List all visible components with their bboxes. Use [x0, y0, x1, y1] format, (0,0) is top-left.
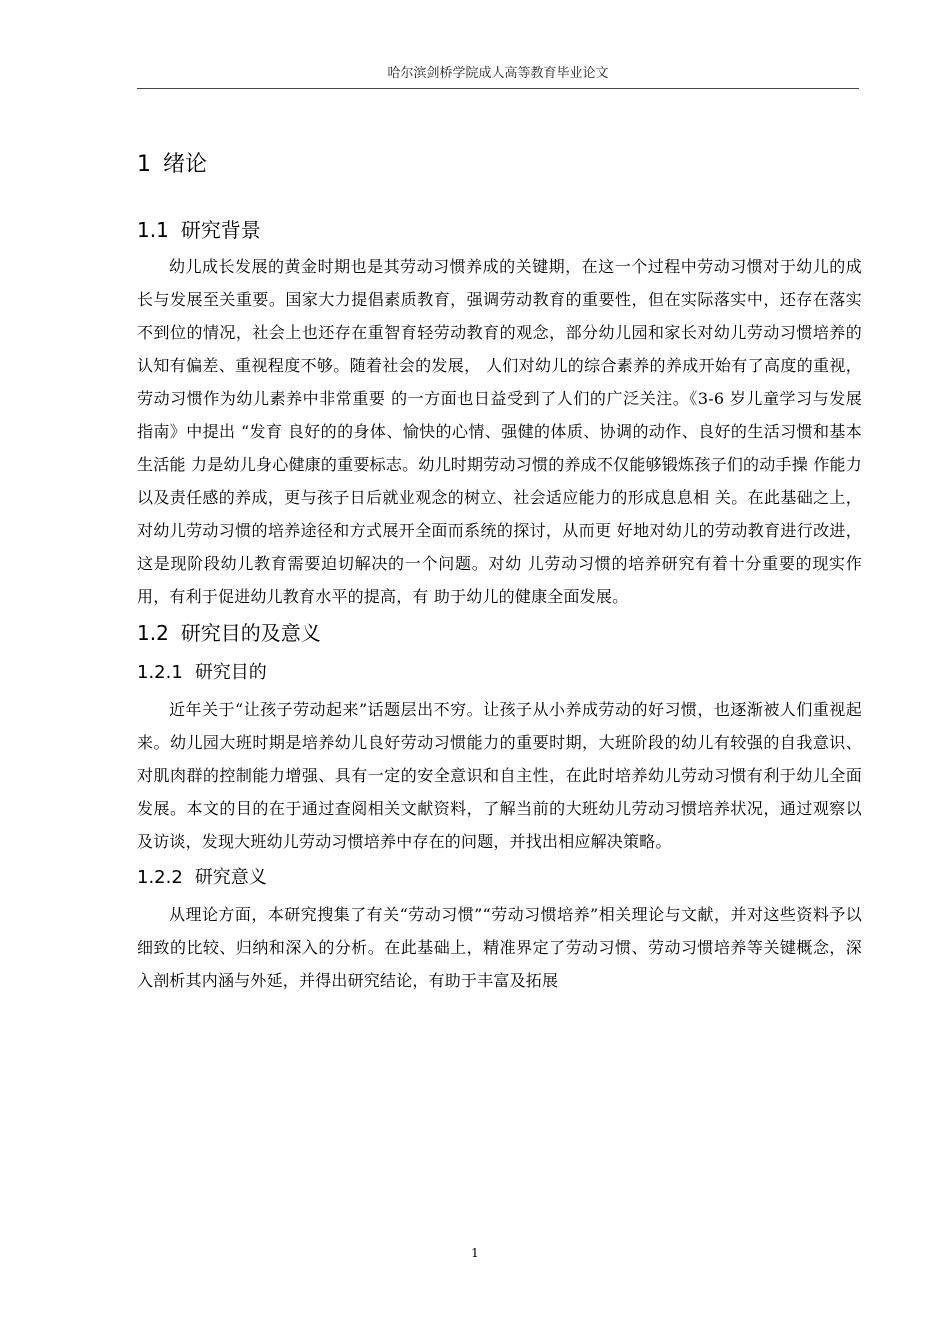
- section-title: 研究背景: [180, 218, 261, 242]
- subsection-number: 1.2.1: [137, 662, 183, 683]
- section-heading-background: [137, 210, 862, 250]
- objective-paragraph: 近年关于“让孩子劳动起来”话题层出不穷。让孩子从小养成劳动的好习惯，也逐渐被人们重视起来。幼儿园大班时期是培养幼儿良好劳动习惯能力的重要时期，大班阶段的幼儿有较强的自我意识、对肌肉群的控制能力增强、具有一定的安全意识和自主性，在此时培养幼儿劳动习惯有利于幼儿全面发展。本文的目的在于通过查阅相关文献资料，了解当前的大班幼儿劳动习惯培养状况，通过观察以及访谈，发现大班幼儿劳动习惯培养中存在的问题，并找出相应解决策略。: [137, 700, 862, 851]
- subsection-number: 1.2.2: [137, 867, 183, 888]
- page-header: 哈尔滨剑桥学院成人高等教育毕业论文: [387, 66, 609, 81]
- section-number: 1.1: [137, 218, 169, 242]
- chapter-number: 1: [137, 152, 151, 177]
- chapter-title: 绪论: [163, 152, 208, 177]
- background-paragraph: 幼儿成长发展的黄金时期也是其劳动习惯养成的关键期，在这一个过程中劳动习惯对于幼儿的成长与发展至关重要。国家大力提倡素质教育，强调劳动教育的重要性，但在实际落实中，还存在落实不到位的情况，社会上也还存在重智育轻劳动教育的观念，部分幼儿园和家长对幼儿劳动习惯培养的认知有偏差、重视程度不够。随着社会的发展， 人们对幼儿的综合素养的养成开始有了高度的重视，劳动习惯作为幼儿素养中非常重要 的一方面也日益受到了人们的广泛关注。《3-6 岁儿童学习与发展指南》中提出 “发育 良好的的身体、愉快的心情、强健的体质、协调的动作、良好的生活习惯和基本生活能 力是幼儿身心健康的重要标志。幼儿时期劳动习惯的养成不仅能够锻炼孩子们的动手操 作能力以及责任感的养成，更与孩子日后就业观念的树立、社会适应能力的形成息息相 关。在此基础之上，对幼儿劳动习惯的培养途径和方式展开全面而系统的探讨，从而更 好地对幼儿的劳动教育进行改进，这是现阶段幼儿教育需要迫切解决的一个问题。对幼 儿劳动习惯的培养研究有着十分重要的现实作用，有利于促进幼儿教育水平的提高，有 助于幼儿的健康全面发展。: [137, 257, 862, 606]
- subsection-heading-significance: [137, 858, 862, 898]
- chapter-heading: [137, 150, 862, 210]
- main-content: [137, 138, 862, 997]
- page-number: 1: [471, 1246, 479, 1260]
- section-number: 1.2: [137, 621, 169, 645]
- header-divider: [137, 88, 859, 89]
- section-heading-purpose: [137, 613, 862, 653]
- subsection-title: 研究意义: [194, 867, 267, 888]
- significance-paragraph: 从理论方面，本研究搜集了有关“劳动习惯”“劳动习惯培养”相关理论与文献，并对这些资料予以细致的比较、归纳和深入的分析。在此基础上，精准界定了劳动习惯、劳动习惯培养等关键概念，深入剖析其内涵与外延，并得出研究结论，有助于丰富及拓展: [137, 905, 862, 990]
- subsection-heading-objective: [137, 653, 862, 693]
- section-title: 研究目的及意义: [180, 621, 321, 645]
- subsection-title: 研究目的: [194, 662, 267, 683]
